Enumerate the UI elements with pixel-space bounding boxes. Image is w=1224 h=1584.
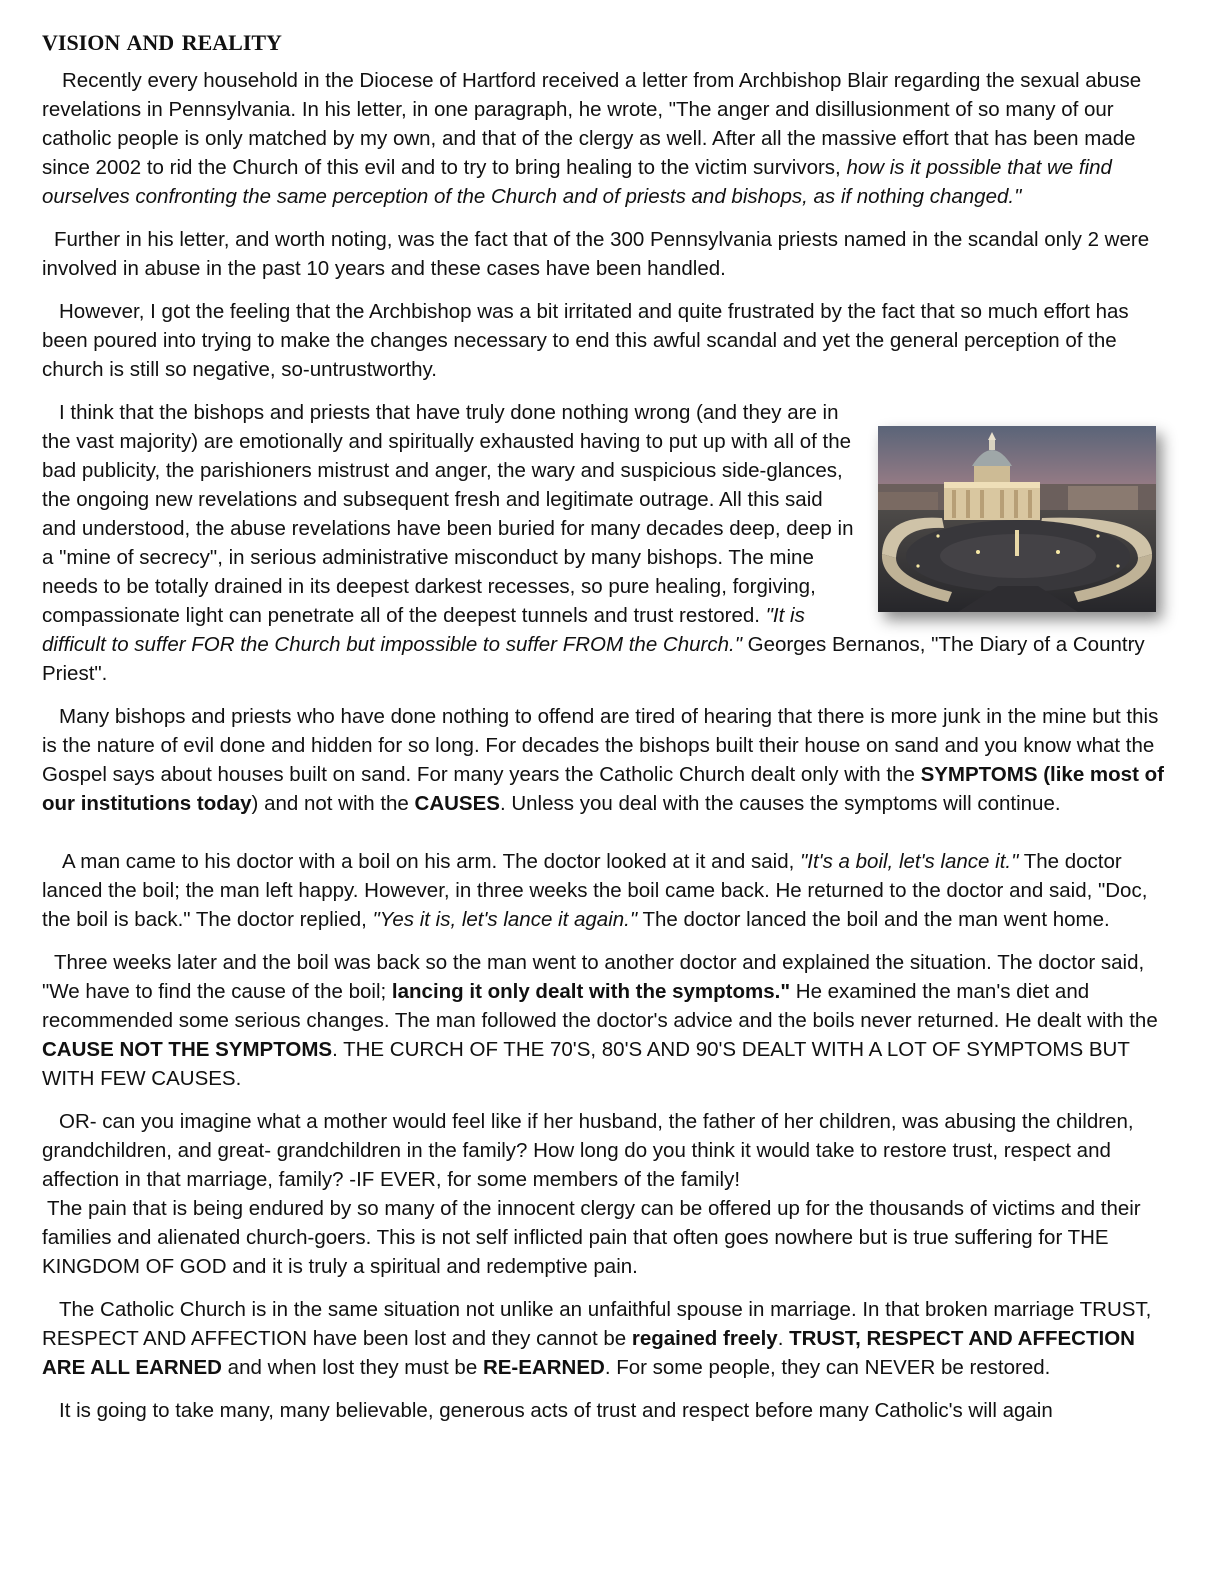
paragraph-archbishop-letter: Recently every household in the Diocese of Hartford received a letter from Archbishop Blair regarding the sexual abuse revelations in Pennsylvania. In his letter, in one paragraph, he wrote, "The anger and disillusionment of so many of our catholic people is only matched by my own, and that of the clergy as well. After all the massive effort that has been made since 2002 to rid the Church of this evil and to try to bring healing to the victim survivors, how is it possible that we find ourselves confronting the same perception of the Church and of priests and bishops, as if nothing changed." <box>42 69 1142 208</box>
bernanos-quote: "It is difficult to suffer FOR the Church but impossible to suffer FROM the Church." <box>42 604 805 656</box>
paragraph-mine-of-secrecy: I think that the bishops and priests that have truly done nothing wrong (and they are in the vast majority) are emotionally and spiritually exhausted having to put up with all of the bad publicity, the parishioners mistrust and anger, the wary and suspicious side-glances, the ongoing new revelations and subsequent fresh and legitimate outrage. All this said and understood, the abuse revelations have been buried for many decades deep, deep in a "mine of secrecy", in serious administrative misconduct by many bishops. The mine needs to be totally drained in its deepest darkest recesses, so pure healing, forgiving, compassionate light can penetrate all of the deepest tunnels and trust restored. "It is difficult to suffer FOR the Church but impossible to suffer FROM the Church." Georges Bernanos, "The Diary of a Country Priest". <box>42 398 1172 688</box>
page-title: VISION AND REALITY <box>42 30 282 55</box>
st-peters-square-photo <box>878 426 1156 612</box>
paragraph-redemptive-pain: The pain that is being endured by so many of the innocent clergy can be offered up for the thousands of victims and their families and alienated church-goers. This is not self inflicted pain that often goes nowhere but is true suffering for THE KINGDOM OF GOD and it is truly a spiritual and redemptive pain. <box>42 1197 1141 1278</box>
paragraph-archbishop-frustration: However, I got the feeling that the Archbishop was a bit irritated and quite frustrated by the fact that so much effort has been poured into trying to make the changes necessary to end this awful scandal and yet the general perception of the church is still so negative, so-untrustworthy. <box>42 300 1129 381</box>
paragraph-second-doctor: Three weeks later and the boil was back so the man went to another doctor and explained the situation. The doctor said, "We have to find the cause of the boil; lancing it only dealt with the symptoms." He examined the man's diet and recommended some serious changes. The man followed the doctor's advice and the boils never returned. He dealt with the CAUSE NOT THE SYMPTOMS. THE CURCH OF THE 70'S, 80'S AND 90'S DEALT WITH A LOT OF SYMPTOMS BUT WITH FEW CAUSES. <box>42 951 1158 1090</box>
paragraph-unfaithful-spouse: The Catholic Church is in the same situation not unlike an unfaithful spouse in marriage. In that broken marriage TRUST, RESPECT AND AFFECTION have been lost and they cannot be regained freely. TRUST, RESPECT AND AFFECTION ARE ALL EARNED and when lost they must be RE-EARNED. For some people, they can NEVER be restored. <box>42 1298 1152 1379</box>
quote-attribution: Georges Bernanos, "The Diary of a Country Priest". <box>42 633 1145 685</box>
paragraph-symptoms-causes: Many bishops and priests who have done nothing to offend are tired of hearing that there is more junk in the mine but this is the nature of evil done and hidden for so long. For decades the bishops built their house on sand and you know what the Gospel says about houses built on sand. For many years the Catholic Church dealt only with the SYMPTOMS (like most of our institutions today) and not with the CAUSES. Unless you deal with the causes the symptoms will continue. <box>42 705 1164 815</box>
paragraph-acts-of-trust: It is going to take many, many believable, generous acts of trust and respect before many Catholic's will again <box>59 1399 1053 1422</box>
paragraph-boil-story: A man came to his doctor with a boil on his arm. The doctor looked at it and said, "It's a boil, let's lance it." The doctor lanced the boil; the man left happy. However, in three weeks the boil came back. He returned to the doctor and said, "Doc, the boil is back." The doctor replied, "Yes it is, let's lance it again." The doctor lanced the boil and the man went home. <box>42 850 1148 931</box>
archbishop-quote: how is it possible that we find ourselves confronting the same perception of the Church and of priests and bishops, as if nothing changed." <box>42 156 1112 208</box>
paragraph-mother-analogy: OR- can you imagine what a mother would feel like if her husband, the father of her children, was abusing the children, grandchildren, and great- grandchildren in the family? How long do you think it would take to restore trust, respect and affection in that marriage, family? -IF EVER, for some members of the family! <box>42 1110 1134 1191</box>
document-page <box>42 28 1172 1439</box>
paragraph-pennsylvania-priests: Further in his letter, and worth noting, was the fact that of the 300 Pennsylvania priests named in the scandal only 2 were involved in abuse in the past 10 years and these cases have been handled. <box>42 228 1150 280</box>
